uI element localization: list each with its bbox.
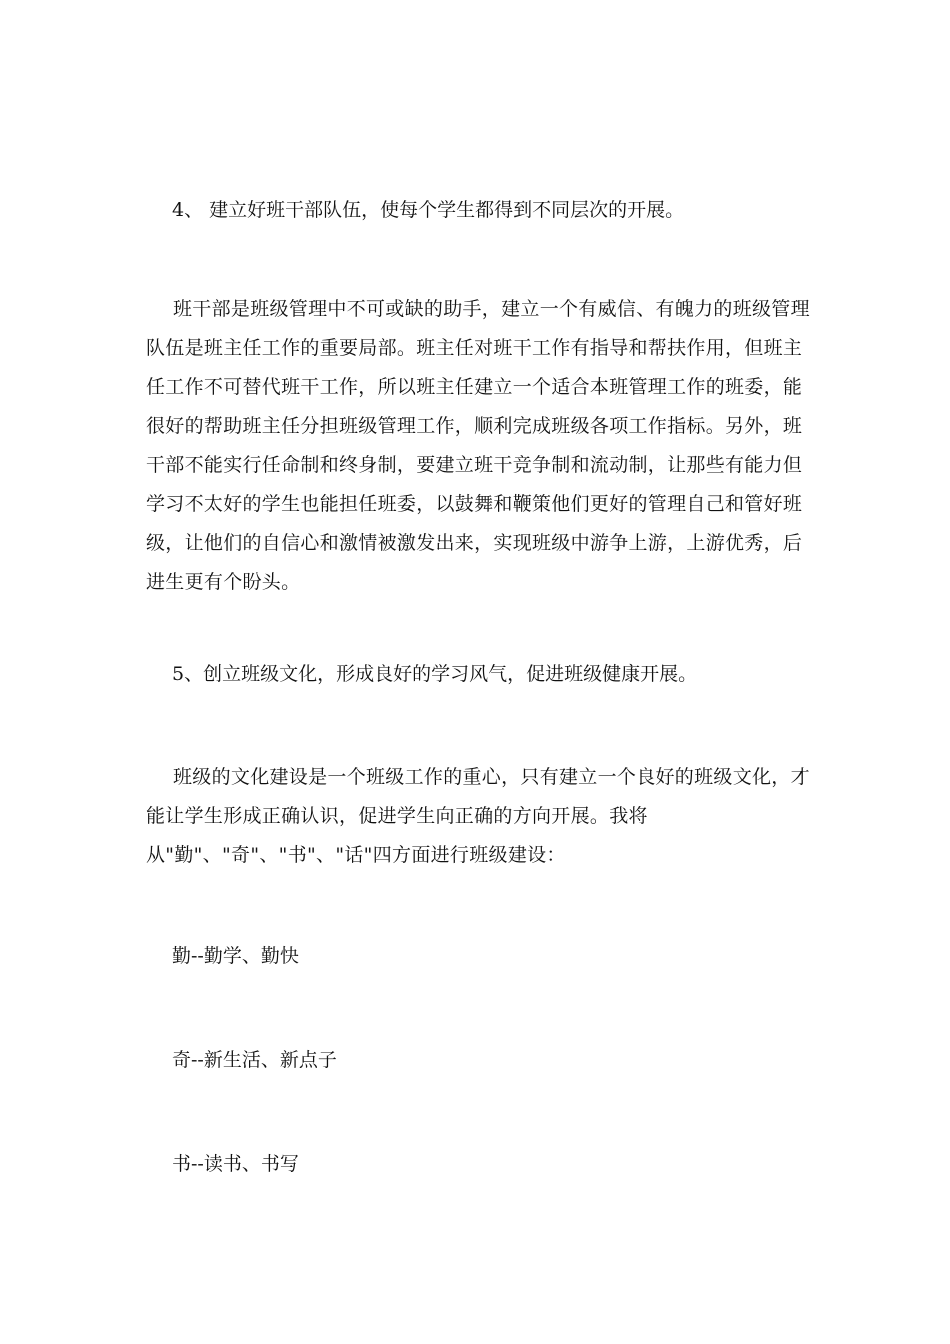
- list-item-qi: 奇--新生活、新点子: [172, 1049, 337, 1071]
- paragraph-line: 队伍是班主任工作的重要局部。班主任对班干工作有指导和帮扶作用，但班主: [146, 337, 803, 359]
- section-heading-4: 4、 建立好班干部队伍，使每个学生都得到不同层次的开展。: [172, 199, 685, 221]
- paragraph-line: 进生更有个盼头。: [146, 571, 301, 593]
- paragraph-line: 班干部是班级管理中不可或缺的助手，建立一个有威信、有魄力的班级管理: [173, 298, 810, 320]
- paragraph-class-culture: [146, 758, 810, 875]
- paragraph-line: 任工作不可替代班干工作，所以班主任建立一个适合本班管理工作的班委，能: [146, 376, 803, 398]
- list-item-shu: 书--读书、书写: [172, 1153, 299, 1175]
- paragraph-line: 学习不太好的学生也能担任班委，以鼓舞和鞭策他们更好的管理自己和管好班: [146, 493, 803, 515]
- section-heading-5: 5、创立班级文化，形成良好的学习风气，促进班级健康开展。: [172, 663, 698, 685]
- paragraph-class-cadre: [146, 290, 810, 602]
- paragraph-line: 能让学生形成正确认识，促进学生向正确的方向开展。我将: [146, 805, 648, 827]
- paragraph-line: 级，让他们的自信心和激情被激发出来，实现班级中游争上游，上游优秀，后: [146, 532, 803, 554]
- paragraph-line: 很好的帮助班主任分担班级管理工作，顺利完成班级各项工作指标。另外，班: [146, 415, 803, 437]
- paragraph-line: 干部不能实行任命制和终身制，要建立班干竞争制和流动制，让那些有能力但: [146, 454, 803, 476]
- list-item-qin: 勤--勤学、勤快: [172, 945, 299, 967]
- paragraph-line: 班级的文化建设是一个班级工作的重心，只有建立一个良好的班级文化，才: [173, 766, 810, 788]
- paragraph-line: 从"勤"、"奇"、"书"、"话"四方面进行班级建设：: [146, 844, 566, 866]
